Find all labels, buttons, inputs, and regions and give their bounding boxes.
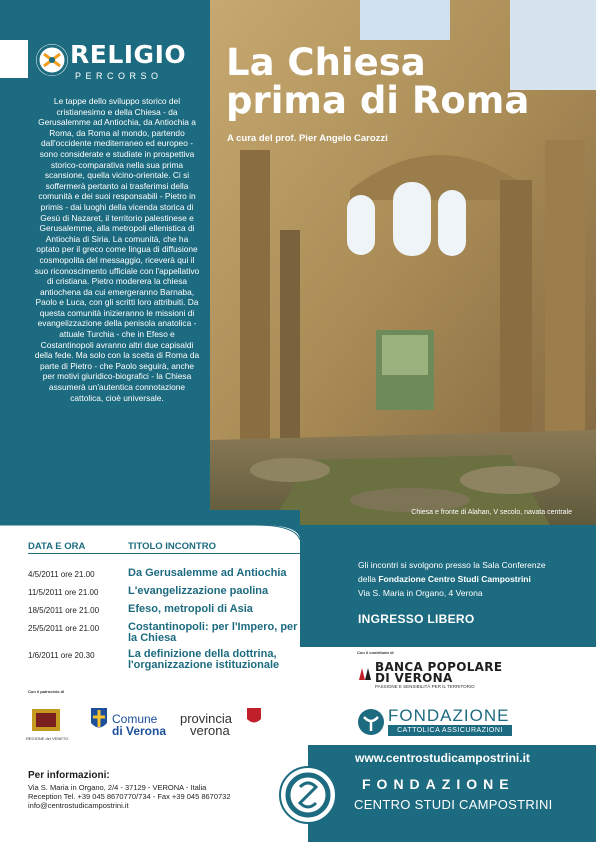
- religio-logo-icon: [36, 44, 68, 76]
- schedule-row-title: Efeso, metropoli di Asia: [128, 603, 253, 615]
- logo-title: RELIGIO: [70, 40, 187, 69]
- contact-phone: Reception Tel. +39 045 8670770/734 - Fax +39 045 8670732: [28, 792, 231, 801]
- provincia-name: [180, 713, 232, 737]
- header-divider: [28, 553, 303, 554]
- contact-info: [28, 770, 231, 810]
- regione-label: REGIONE del VENETO: [26, 736, 69, 741]
- comune-verona-logo: [90, 707, 167, 738]
- schedule-row-title: La definizione della dottrina, l'organizzazione istituzionale: [128, 648, 280, 671]
- bpv-name-line-2: DI VERONA: [375, 671, 453, 685]
- contact-email[interactable]: info@centrostudicampostrini.it: [28, 801, 129, 810]
- sponsor-label: Con il contributo di: [357, 650, 394, 655]
- schedule-row-date: 1/6/2011 ore 20.30: [28, 651, 95, 660]
- website-link[interactable]: www.centrostudicampostrini.it: [355, 751, 530, 765]
- schedule-row-date: 11/5/2011 ore 21.00: [28, 588, 99, 597]
- sponsor-bpv-logo: [357, 660, 517, 690]
- panel-curve: [0, 510, 300, 540]
- fondazione-emblem-icon: [356, 707, 386, 737]
- venue-line-2: [358, 572, 546, 586]
- patrons-row: [28, 697, 278, 747]
- schedule-row-title: L'evangelizzazione paolina: [128, 585, 269, 597]
- photo-caption: Chiesa e fronte di Alahan, V secolo, navata centrale: [411, 509, 572, 516]
- regione-crest-icon: [30, 707, 62, 735]
- title-line-2: prima di Roma: [226, 79, 530, 122]
- venue-info: [358, 558, 546, 600]
- intro-text: Le tappe dello sviluppo storico del cristianesimo e della Chiesa - da Gerusalemme ad Antiochia, da Antiochia a Roma, da Roma al mondo, partendo dall'occidente mediterraneo ed europeo - sono considerate e studiate in prospettiva storico-comparativa nella sua prima scansione, quella vicino-orientale. Ci si soffermerà pertanto ai trasferimsi della comunità e dei suoi responsabili - Pietro in primis - dai luoghi della vicenda storica di Gesù di Nazaret, il territorio palestinese e Gerusalemme, alla metropoli ellenistica di Antiochia di Siria. La comunità, che ha optato per il greco come lingua di diffusione cosmopolita del messaggio, riceverà qui il suo riconoscimento ufficiale con l'appellativo di cristiana. Pietro moderera la chiesa antiochena da cui emergeranno Barnaba, Paolo e Luca, con gli scritti loro attribuiti. Da questa comunità inizieranno le missioni di evangelizzazione della penisola anatolica - attuale Turchia - che in Efeso e Costantinopoli avranno altri due capisaldi della fede. Ma solo con la scelta di Roma da parte di Pietro - che Paolo seguirà, anche per motivi giuridico-biografici - la Chiesa assumerà un'autentica connotazione cattolica, cioè universale.: [34, 96, 200, 403]
- logo-square: [0, 40, 28, 78]
- schedule-row-title: Costantinopoli: per l'Impero, per la Chiesa: [128, 621, 298, 644]
- contact-heading: Per informazioni:: [28, 770, 110, 781]
- campostrini-emblem-icon: [278, 765, 338, 825]
- bpv-tagline: PASSIONE E SENSIBILITÀ PER IL TERRITORIO: [375, 684, 475, 689]
- column-date: DATA E ORA: [28, 541, 86, 552]
- comune-line-1: Comune: [112, 712, 158, 726]
- column-title: TITOLO INCONTRO: [128, 541, 216, 552]
- fondazione-subtitle: CATTOLICA ASSICURAZIONI: [388, 725, 512, 736]
- free-entry-label: INGRESSO LIBERO: [358, 612, 475, 626]
- schedule-row-date: 18/5/2011 ore 21.00: [28, 606, 100, 615]
- author-credit: A cura del prof. Pier Angelo Carozzi: [227, 133, 388, 144]
- sponsor-fondazione-logo: [356, 705, 526, 739]
- page-title: [226, 41, 530, 122]
- provincia-crest-icon: [246, 707, 262, 727]
- schedule-row-title: Da Gerusalemme ad Antiochia: [128, 567, 287, 579]
- logo-subtitle: PERCORSO: [75, 71, 163, 81]
- venue-name: Fondazione Centro Studi Campostrini: [378, 574, 531, 584]
- comune-line-2: di Verona: [112, 724, 167, 738]
- regione-veneto-logo: [26, 707, 69, 741]
- contact-address: Via S. Maria in Organo, 2/4 - 37129 - VERONA - Italia: [28, 783, 207, 792]
- foundation-line-2: CENTRO STUDI CAMPOSTRINI: [354, 797, 553, 812]
- title-line-1: La Chiesa: [226, 41, 426, 84]
- venue-line-3: Via S. Maria in Organo, 4 Verona: [358, 588, 483, 598]
- foundation-line-1: FONDAZIONE: [362, 776, 515, 792]
- provincia-line-1: provincia: [180, 711, 233, 726]
- schedule-row-date: 25/5/2011 ore 21.00: [28, 624, 100, 633]
- schedule-row-date: 4/5/2011 ore 21.00: [28, 570, 95, 579]
- provincia-line-2: verona: [190, 723, 230, 738]
- venue-line-1: Gli incontri si svolgono presso la Sala Conferenze: [358, 560, 546, 570]
- bpv-icon: [357, 666, 373, 682]
- venue-prefix: della: [358, 574, 379, 584]
- comune-name: [112, 713, 166, 737]
- bpv-name-line-1: BANCA POPOLARE: [375, 660, 503, 674]
- comune-shield-icon: [90, 707, 108, 733]
- patronage-label: Con il patrocinio di: [28, 689, 65, 694]
- bpv-name: [375, 662, 502, 684]
- fondazione-name: FONDAZIONE: [388, 706, 510, 725]
